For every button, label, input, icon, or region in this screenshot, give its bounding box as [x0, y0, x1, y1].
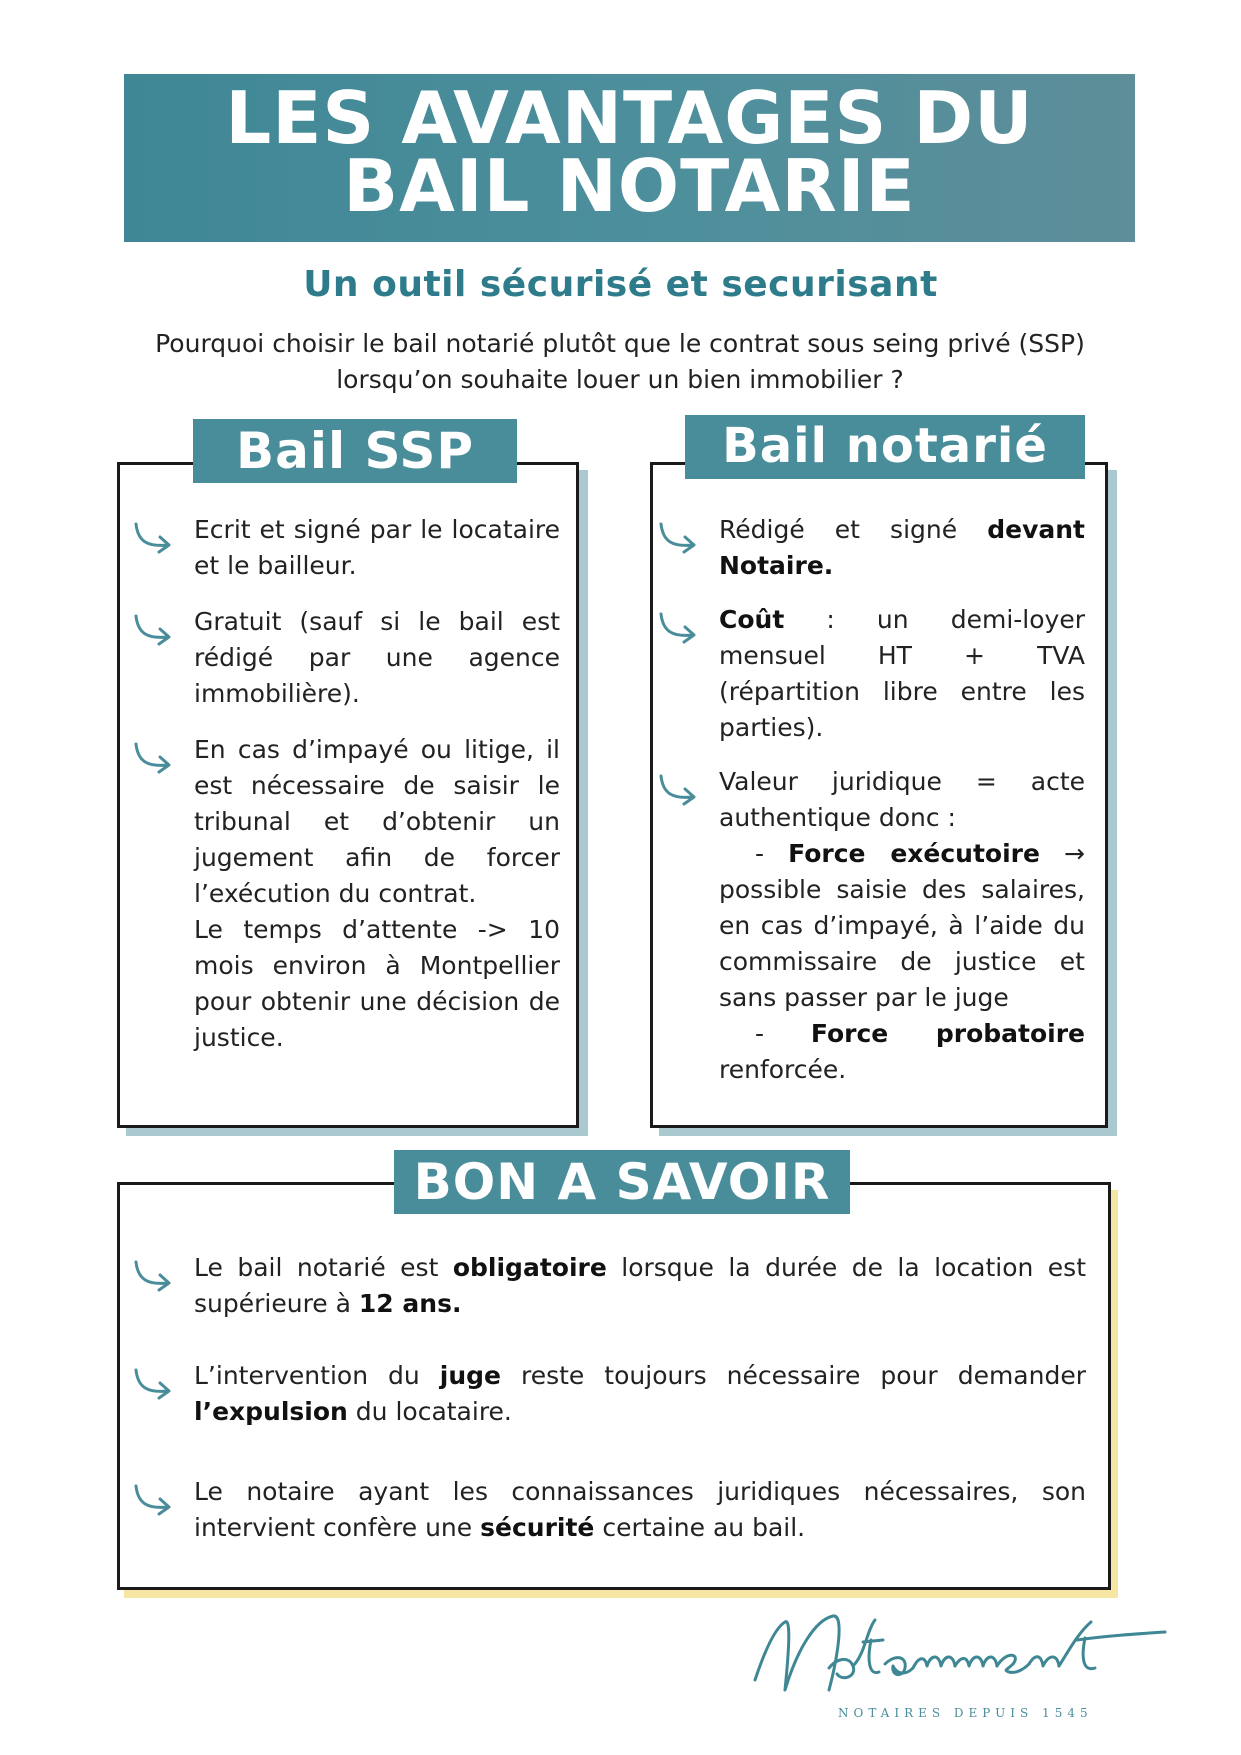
bon-item-2-e: du locataire.	[347, 1397, 512, 1426]
brand-tagline: NOTAIRES DEPUIS 1545	[838, 1706, 1093, 1720]
bon-item-1-c: lorsque la durée de la location est supérieure à	[194, 1253, 1087, 1318]
bon-item-2-a: L’intervention du	[194, 1361, 440, 1390]
bon-item-1-d: 12 ans.	[358, 1289, 462, 1318]
bullet-dash: -	[755, 839, 789, 868]
bon-items	[120, 1250, 1086, 1546]
force-probatoire-text: renforcée.	[719, 1055, 847, 1084]
notarie-item-1-bold: devant Notaire.	[719, 515, 1085, 580]
curved-arrow-icon	[657, 520, 701, 554]
list-item	[645, 764, 1085, 1088]
list-item	[645, 602, 1085, 746]
ssp-items	[120, 512, 560, 1056]
ssp-item-3b: Le temps d’attente -> 10 mois environ à Montpellier pour obtenir une décision de justice.	[194, 915, 560, 1052]
curved-arrow-icon	[132, 740, 176, 774]
bullet-dash: -	[755, 1019, 811, 1048]
list-item	[120, 1358, 1086, 1430]
curved-arrow-icon	[657, 772, 701, 806]
ssp-item-2: Gratuit (sauf si le bail est rédigé par une agence immobilière).	[194, 607, 560, 708]
curved-arrow-icon	[132, 612, 176, 646]
bon-item-1-a: Le bail notarié est	[194, 1253, 453, 1282]
curved-arrow-icon	[132, 1482, 176, 1516]
curved-arrow-icon	[132, 520, 176, 554]
notarie-item-1-text: Rédigé et signé	[719, 515, 988, 544]
list-item	[645, 512, 1085, 584]
notarie-tag: Bail notarié	[685, 415, 1085, 479]
list-item	[120, 512, 560, 584]
ssp-item-1: Ecrit et signé par le locataire et le bailleur.	[194, 515, 560, 580]
bon-item-3-b: sécurité	[480, 1513, 595, 1542]
force-executoire: Force exécutoire	[788, 839, 1040, 868]
bon-item-2-d: l’expulsion	[194, 1397, 348, 1426]
force-executoire-text: → possible saisie des salaires, en cas d’impayé, à l’aide du commissaire de justice et sans passer par le juge	[719, 839, 1085, 1012]
intro-text: Pourquoi choisir le bail notarié plutôt que le contrat sous seing privé (SSP) lorsqu’on souhaite louer un bien immobilier ?	[155, 329, 1085, 394]
notarie-item-3-intro: Valeur juridique = acte authentique donc :	[719, 767, 1085, 832]
ssp-tag: Bail SSP	[193, 419, 517, 483]
list-item	[120, 1250, 1086, 1322]
title-line-2: BAIL NOTARIE	[343, 144, 916, 228]
curved-arrow-icon	[132, 1258, 176, 1292]
notarie-item-2-bold: Coût	[719, 605, 785, 634]
bon-item-2-c: reste toujours nécessaire pour demander	[500, 1361, 1086, 1390]
list-item	[120, 1474, 1086, 1546]
bon-item-1-b: obligatoire	[452, 1253, 607, 1282]
list-item	[120, 732, 560, 1056]
curved-arrow-icon	[132, 1366, 176, 1400]
force-probatoire: Force probatoire	[810, 1019, 1085, 1048]
notarie-item-3-bullet-2	[719, 1016, 1085, 1088]
bon-item-3-a: Le notaire ayant les connaissances juridiques nécessaires, son intervient confère une	[194, 1477, 1086, 1542]
title-banner	[124, 74, 1135, 242]
bon-item-3-c: certaine au bail.	[594, 1513, 806, 1542]
bon-item-2-b: juge	[439, 1361, 501, 1390]
notarie-item-3-bullet-1	[719, 836, 1085, 1016]
title-line-1: LES AVANTAGES DU	[225, 76, 1034, 160]
bon-tag: BON A SAVOIR	[394, 1150, 850, 1214]
curved-arrow-icon	[657, 610, 701, 644]
subtitle: Un outil sécurisé et securisant	[303, 264, 938, 305]
list-item	[120, 604, 560, 712]
ssp-item-3a: En cas d’impayé ou litige, il est nécessaire de saisir le tribunal et d’obtenir un jugement afin de forcer l’exécution du contrat.	[194, 735, 560, 908]
notarie-item-2-text: : un demi-loyer mensuel HT + TVA (répartition libre entre les parties).	[719, 605, 1085, 742]
notarie-items	[645, 512, 1085, 1088]
